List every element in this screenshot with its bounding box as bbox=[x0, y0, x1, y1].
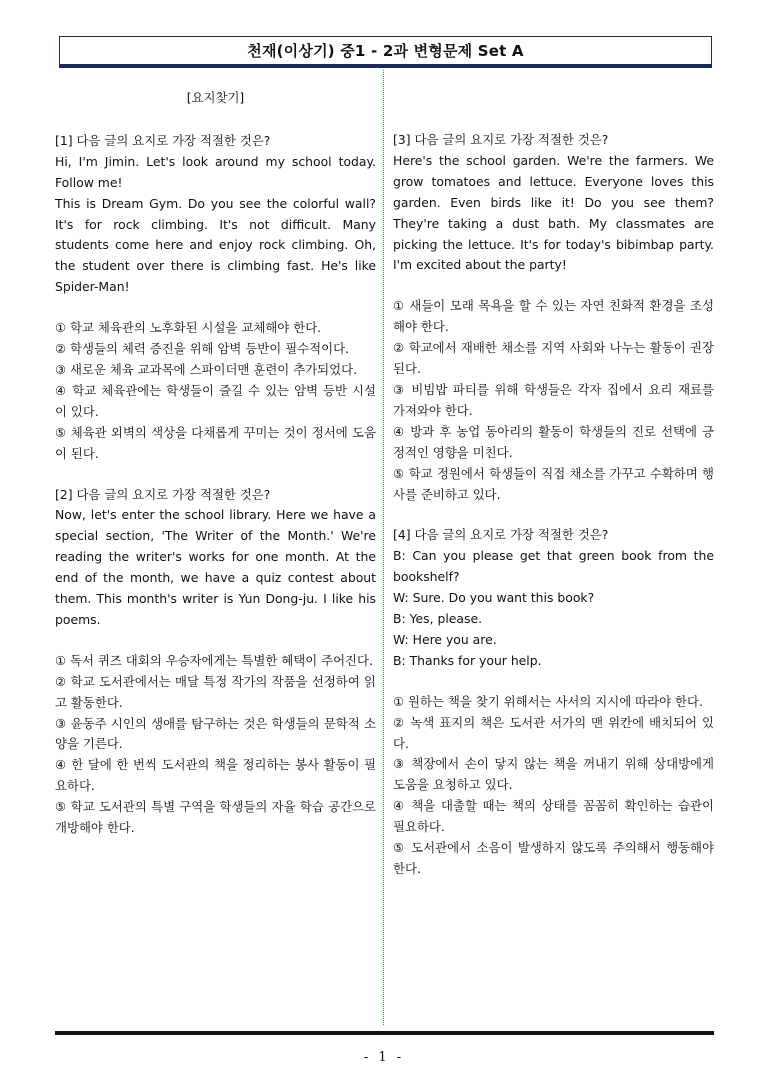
options-list bbox=[55, 651, 376, 839]
passage-line: Here's the school garden. We're the farmers. We grow tomatoes and lettuce. Everyone loves this garden. Even birds like it! Do you see them? They're taking a dust bath. My classmates are picking the lettuce. It's for today's bibimbap party. I'm excited about the party! bbox=[393, 152, 714, 273]
passage-line: W: Sure. Do you want this book? bbox=[393, 590, 595, 606]
section-label: [요지찾기] bbox=[186, 90, 245, 105]
option-item: ① 학교 체육관의 노후화된 시설을 교체해야 한다. bbox=[55, 320, 322, 336]
option-item: ③ 비빔밥 파티를 위해 학생들은 각자 집에서 요리 재료를 가져와야 한다. bbox=[393, 381, 714, 418]
passage-line: B: Yes, please. bbox=[393, 611, 483, 627]
option-item: ② 학교 도서관에서는 매달 특정 작가의 작품을 선정하여 읽고 활동한다. bbox=[55, 673, 376, 710]
question-4 bbox=[393, 525, 714, 880]
question-title: [4] 다음 글의 요지로 가장 적절한 것은? bbox=[393, 527, 609, 543]
right-column bbox=[393, 130, 714, 900]
question-1 bbox=[55, 131, 376, 465]
question-3 bbox=[393, 130, 714, 505]
option-item: ② 녹색 표지의 책은 도서관 서가의 맨 위칸에 배치되어 있다. bbox=[393, 714, 714, 751]
option-item: ② 학생들의 체력 증진을 위해 암벽 등반이 필수적이다. bbox=[55, 341, 349, 357]
option-item: ⑤ 학교 도서관의 특별 구역을 학생들의 자율 학습 공간으로 개방해야 한다. bbox=[55, 799, 376, 836]
option-item: ② 학교에서 재배한 채소를 지역 사회와 나누는 활동이 권장된다. bbox=[393, 340, 714, 377]
page-title-box bbox=[59, 36, 712, 65]
option-item: ④ 한 달에 한 번씩 도서관의 책을 정리하는 봉사 활동이 필요하다. bbox=[55, 757, 376, 794]
option-item: ① 원하는 책을 찾기 위해서는 사서의 지시에 따라야 한다. bbox=[393, 693, 703, 709]
options-list bbox=[393, 296, 714, 505]
question-title: [1] 다음 글의 요지로 가장 적절한 것은? bbox=[55, 132, 271, 148]
option-item: ④ 학교 체육관에는 학생들이 즐길 수 있는 암벽 등반 시설이 있다. bbox=[55, 382, 376, 419]
option-item: ④ 방과 후 농업 동아리의 활동이 학생들의 진로 선택에 긍정적인 영향을 미친다. bbox=[393, 423, 714, 460]
question-title: [2] 다음 글의 요지로 가장 적절한 것은? bbox=[55, 486, 271, 502]
option-item: ③ 새로운 체육 교과목에 스파이더맨 훈련이 추가되었다. bbox=[55, 361, 358, 377]
left-column bbox=[55, 88, 376, 859]
question-2 bbox=[55, 485, 376, 840]
page-title: 천재(이상기) 중1 - 2과 변형문제 Set A bbox=[247, 42, 524, 60]
option-item: ③ 윤동주 시인의 생애를 탐구하는 것은 학생들의 문학적 소양을 기른다. bbox=[55, 715, 376, 752]
options-list bbox=[393, 692, 714, 880]
option-item: ③ 책장에서 손이 닿지 않는 책을 꺼내기 위해 상대방에게 도움을 요청하고 있다. bbox=[393, 756, 714, 793]
question-title: [3] 다음 글의 요지로 가장 적절한 것은? bbox=[393, 132, 609, 147]
passage-line: This is Dream Gym. Do you see the colorful wall? It's for rock climbing. It's not difficult. Many students come here and enjoy rock climbing. Oh, the student over there is climbing fast. He's like Spider-Man! bbox=[55, 195, 376, 295]
passage-line: W: Here you are. bbox=[393, 631, 497, 647]
passage-line: Now, let's enter the school library. Here we have a special section, 'The Writer of the Month.' We're reading the writer's works for one month. At the end of the month, we have a quiz contest about them. This month's writer is Yun Dong-ju. I like his poems. bbox=[55, 507, 376, 627]
passage-line: B: Can you please get that green book from the bookshelf? bbox=[393, 548, 714, 585]
option-item: ⑤ 도서관에서 소음이 발생하지 않도록 주의해서 행동해야 한다. bbox=[393, 840, 714, 876]
column-divider bbox=[383, 70, 384, 1025]
passage-line: B: Thanks for your help. bbox=[393, 652, 542, 668]
option-item: ④ 책을 대출할 때는 책의 상태를 꼼꼼히 확인하는 습관이 필요하다. bbox=[393, 798, 714, 835]
option-item: ⑤ 학교 정원에서 학생들이 직접 채소를 가꾸고 수확하며 행사를 준비하고 있다. bbox=[393, 465, 714, 502]
footer-rule bbox=[55, 1031, 714, 1035]
passage-line: Hi, I'm Jimin. Let's look around my school today. Follow me! bbox=[55, 153, 376, 190]
page-number: - 1 - bbox=[363, 1050, 405, 1065]
option-item: ① 독서 퀴즈 대회의 우승자에게는 특별한 혜택이 주어진다. bbox=[55, 652, 373, 668]
options-list bbox=[55, 318, 376, 464]
option-item: ① 새들이 모래 목욕을 할 수 있는 자연 친화적 환경을 조성해야 한다. bbox=[393, 298, 714, 335]
option-item: ⑤ 체육관 외벽의 색상을 다채롭게 꾸미는 것이 정서에 도움이 된다. bbox=[55, 424, 376, 461]
